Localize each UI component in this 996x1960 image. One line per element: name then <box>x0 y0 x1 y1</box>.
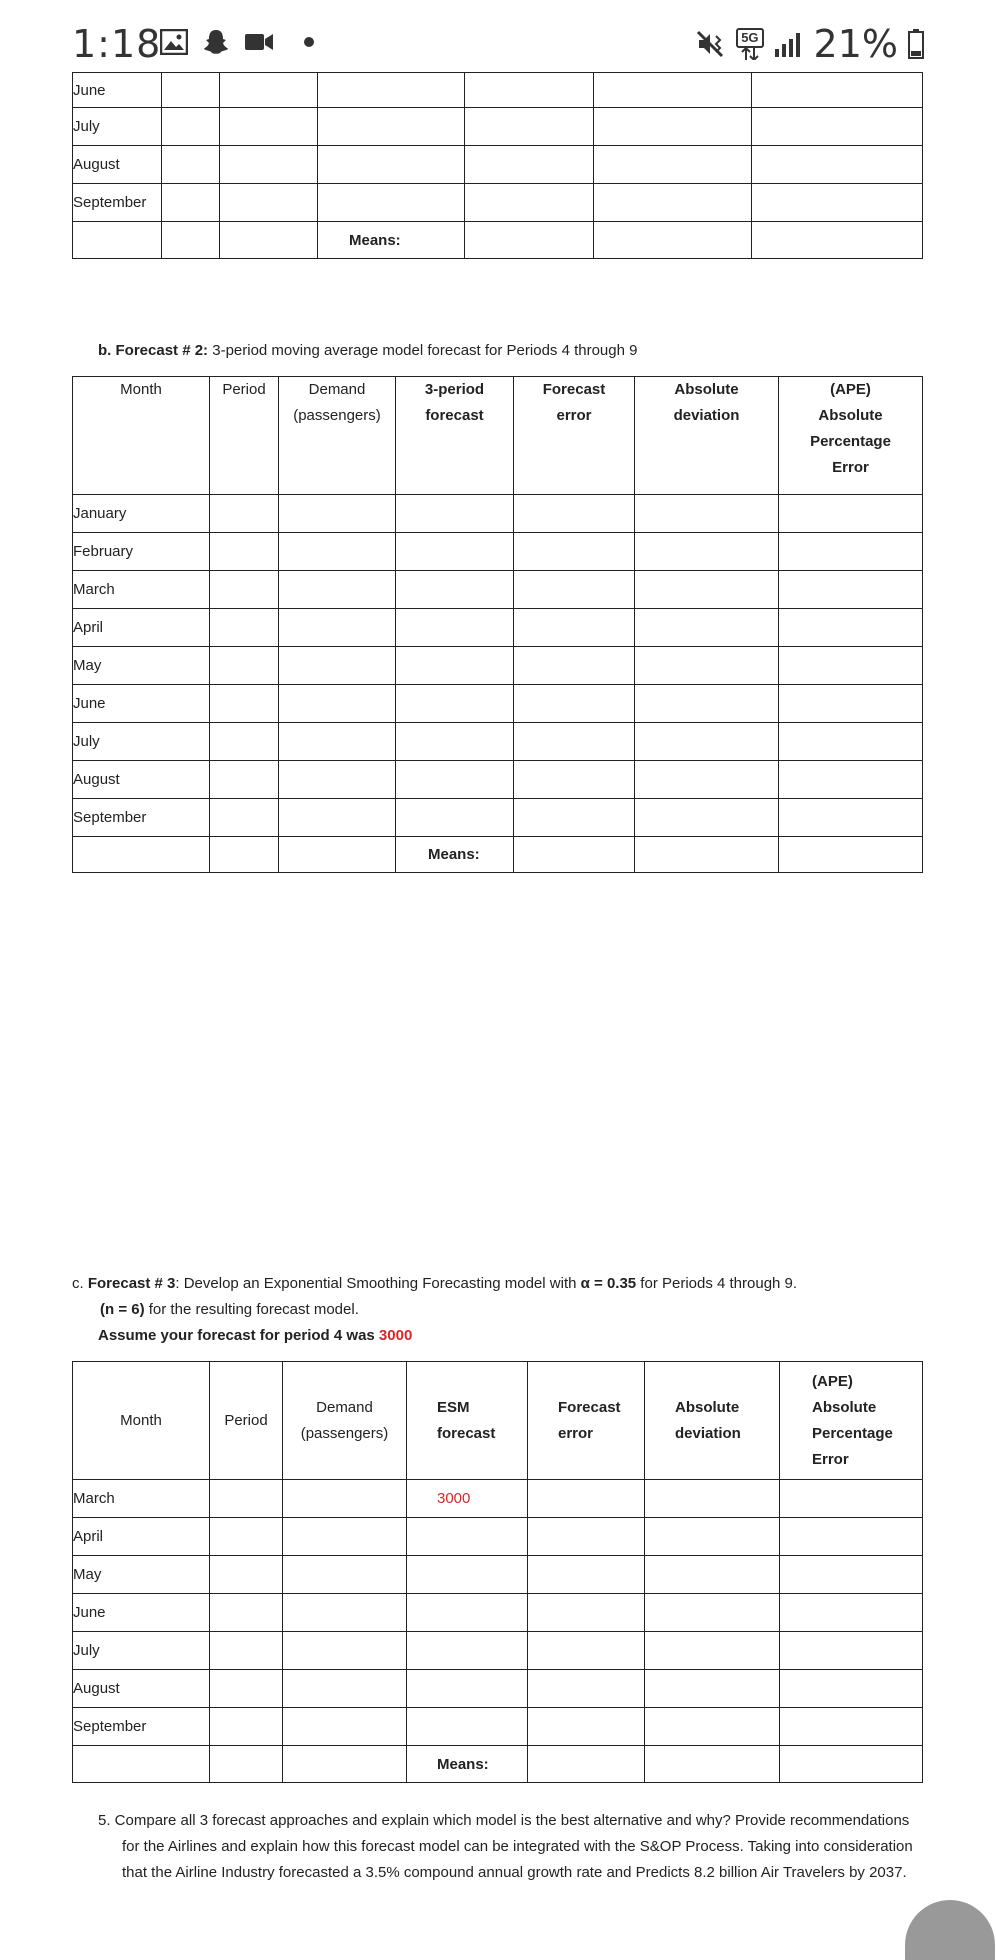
system-icons <box>696 22 924 66</box>
table-row <box>73 1670 923 1708</box>
deviation-cell[interactable] <box>635 723 779 761</box>
means-row <box>73 222 923 259</box>
ape-cell[interactable] <box>780 1708 923 1746</box>
period-cell[interactable] <box>210 1670 283 1708</box>
mean-deviation-cell[interactable] <box>635 837 779 873</box>
video-call-icon <box>244 31 274 53</box>
header-deviation <box>635 377 779 495</box>
header-error-line1: Forecast <box>558 1398 621 1416</box>
period-cell[interactable] <box>210 723 279 761</box>
means-label: Means: <box>407 1746 528 1783</box>
data-arrows-icon <box>741 48 759 60</box>
deviation-cell[interactable] <box>594 184 752 222</box>
mean-ape-cell[interactable] <box>779 837 923 873</box>
month-cell: August <box>73 1670 210 1708</box>
mean-deviation-cell[interactable] <box>645 1746 780 1783</box>
header-demand-line2: (passengers) <box>300 1424 389 1442</box>
header-row <box>73 1362 923 1480</box>
error-cell[interactable] <box>465 73 594 108</box>
header-ape-line2: Absolute <box>812 1398 877 1416</box>
month-cell: March <box>73 1480 210 1518</box>
snapchat-icon <box>202 28 230 56</box>
ape-cell[interactable] <box>780 1480 923 1518</box>
forecast-2-table <box>72 376 923 873</box>
forecast-cell[interactable] <box>396 723 514 761</box>
header-ape <box>780 1362 923 1480</box>
deviation-cell[interactable] <box>635 761 779 799</box>
deviation-cell[interactable] <box>645 1670 780 1708</box>
deviation-cell[interactable] <box>635 609 779 647</box>
network-type-label: 5G <box>736 28 763 48</box>
period-cell[interactable] <box>162 184 220 222</box>
empty-cell <box>220 222 318 259</box>
table-row <box>73 647 923 685</box>
header-forecast-line1: ESM <box>437 1398 470 1416</box>
demand-cell[interactable] <box>283 1670 407 1708</box>
table-row <box>73 723 923 761</box>
empty-cell <box>73 837 210 873</box>
demand-cell[interactable] <box>283 1708 407 1746</box>
deviation-cell[interactable] <box>645 1556 780 1594</box>
demand-cell[interactable] <box>279 799 396 837</box>
header-error-line2: error <box>556 407 592 424</box>
section-c-label: Forecast # 3 <box>87 1275 176 1292</box>
demand-cell[interactable] <box>283 1556 407 1594</box>
error-cell[interactable] <box>528 1594 645 1632</box>
error-cell[interactable] <box>528 1708 645 1746</box>
header-ape-line4: Error <box>812 1450 849 1468</box>
table-row <box>73 73 923 108</box>
forecast-cell[interactable] <box>396 685 514 723</box>
question-5-line-3: that the Airline Industry forecasted a 3.5% compound annual growth rate and Predicts 8.2 billion Air Travelers by 2037. <box>122 1864 907 1881</box>
month-cell: May <box>73 1556 210 1594</box>
network-badge-icon <box>736 28 763 60</box>
period-cell[interactable] <box>210 1708 283 1746</box>
empty-cell <box>210 837 279 873</box>
ape-cell[interactable] <box>780 1518 923 1556</box>
error-cell[interactable] <box>514 723 635 761</box>
forecast-cell[interactable] <box>396 495 514 533</box>
error-cell[interactable] <box>514 761 635 799</box>
section-c-n: (n = 6) <box>100 1301 145 1318</box>
error-cell[interactable] <box>528 1480 645 1518</box>
table-row <box>73 1518 923 1556</box>
header-ape <box>779 377 923 495</box>
month-cell: June <box>73 685 210 723</box>
period-cell[interactable] <box>210 495 279 533</box>
table-row <box>73 685 923 723</box>
section-c-text-1: : Develop an Exponential Smoothing Forecasting model with <box>175 1275 581 1292</box>
mean-error-cell[interactable] <box>465 222 594 259</box>
month-cell: September <box>73 1708 210 1746</box>
period-cell[interactable] <box>210 799 279 837</box>
table-row <box>73 495 923 533</box>
deviation-cell[interactable] <box>594 73 752 108</box>
period-cell[interactable] <box>210 571 279 609</box>
status-time: 1:18 <box>72 22 162 66</box>
forecast-cell[interactable] <box>407 1670 528 1708</box>
mean-error-cell[interactable] <box>528 1746 645 1783</box>
status-bar <box>0 0 996 80</box>
header-demand-line1: Demand <box>316 1398 373 1416</box>
header-deviation-line1: Absolute <box>674 381 739 398</box>
period-cell[interactable] <box>210 1480 283 1518</box>
demand-cell[interactable] <box>220 73 318 108</box>
period-cell[interactable] <box>210 647 279 685</box>
header-error <box>514 377 635 495</box>
header-forecast-line2: forecast <box>425 407 484 424</box>
forecast-cell[interactable] <box>407 1632 528 1670</box>
header-demand <box>283 1362 407 1480</box>
month-cell: April <box>73 1518 210 1556</box>
header-deviation-line1: Absolute <box>675 1398 740 1416</box>
means-row <box>73 1746 923 1783</box>
header-ape-line3: Percentage <box>810 433 891 450</box>
period-cell[interactable] <box>210 1632 283 1670</box>
table-row <box>73 184 923 222</box>
section-b-label: Forecast # 2: <box>115 342 209 359</box>
ape-cell[interactable] <box>779 495 923 533</box>
mute-vibrate-icon <box>696 30 726 58</box>
battery-percentage: 21% <box>813 22 898 66</box>
demand-cell[interactable] <box>279 685 396 723</box>
error-cell[interactable] <box>465 184 594 222</box>
deviation-cell[interactable] <box>594 108 752 146</box>
ape-cell[interactable] <box>780 1594 923 1632</box>
error-cell[interactable] <box>514 495 635 533</box>
forecast-cell[interactable] <box>396 533 514 571</box>
deviation-cell[interactable] <box>594 146 752 184</box>
table-row <box>73 533 923 571</box>
demand-cell[interactable] <box>220 184 318 222</box>
ape-cell[interactable] <box>780 1632 923 1670</box>
month-cell: January <box>73 495 210 533</box>
demand-cell[interactable] <box>283 1480 407 1518</box>
error-cell[interactable] <box>465 146 594 184</box>
section-b-prefix: b. <box>98 342 112 359</box>
error-cell[interactable] <box>528 1670 645 1708</box>
header-error-line2: error <box>558 1424 594 1442</box>
header-ape-line3: Percentage <box>812 1424 893 1442</box>
ape-cell[interactable] <box>779 609 923 647</box>
ape-cell[interactable] <box>779 571 923 609</box>
more-notifications-dot-icon <box>304 37 314 47</box>
error-cell[interactable] <box>528 1632 645 1670</box>
error-cell[interactable] <box>465 108 594 146</box>
table-row <box>73 799 923 837</box>
battery-icon <box>908 29 924 59</box>
ape-cell[interactable] <box>752 184 923 222</box>
section-c-assume-value: 3000 <box>378 1327 413 1344</box>
forecast-cell[interactable] <box>396 571 514 609</box>
period-cell[interactable] <box>210 609 279 647</box>
header-error <box>528 1362 645 1480</box>
forecast-cell[interactable] <box>318 73 465 108</box>
notification-icons <box>160 28 314 56</box>
header-forecast <box>407 1362 528 1480</box>
deviation-cell[interactable] <box>635 799 779 837</box>
question-5-line-2: for the Airlines and explain how this forecast model can be integrated with the S&OP Process. Taking into consideration <box>122 1838 913 1855</box>
table-row <box>73 1556 923 1594</box>
error-cell[interactable] <box>514 609 635 647</box>
ape-cell[interactable] <box>752 146 923 184</box>
deviation-cell[interactable] <box>635 533 779 571</box>
month-cell: March <box>73 571 210 609</box>
empty-cell <box>73 1746 210 1783</box>
deviation-cell[interactable] <box>645 1480 780 1518</box>
ape-cell[interactable] <box>752 108 923 146</box>
demand-cell[interactable] <box>220 146 318 184</box>
header-deviation <box>645 1362 780 1480</box>
demand-cell[interactable] <box>283 1594 407 1632</box>
deviation-cell[interactable] <box>635 571 779 609</box>
question-5-line-1: 5. Compare all 3 forecast approaches and explain which model is the best alternative and why? Provide recommendations <box>98 1812 910 1829</box>
deviation-cell[interactable] <box>645 1708 780 1746</box>
forecast-cell[interactable] <box>318 108 465 146</box>
table-row <box>73 146 923 184</box>
demand-cell[interactable] <box>279 647 396 685</box>
deviation-cell[interactable] <box>635 647 779 685</box>
mean-ape-cell[interactable] <box>752 222 923 259</box>
section-c-text-2: for Periods 4 through 9. <box>636 1275 798 1292</box>
header-month: Month <box>73 1362 210 1480</box>
means-row <box>73 837 923 873</box>
error-cell[interactable] <box>514 685 635 723</box>
deviation-cell[interactable] <box>645 1518 780 1556</box>
period-cell[interactable] <box>210 1594 283 1632</box>
table-row <box>73 571 923 609</box>
month-cell: April <box>73 609 210 647</box>
ape-cell[interactable] <box>779 685 923 723</box>
header-forecast <box>396 377 514 495</box>
error-cell[interactable] <box>514 533 635 571</box>
header-deviation-line2: deviation <box>675 1424 741 1442</box>
signal-strength-icon <box>774 31 804 57</box>
means-label: Means: <box>318 222 465 259</box>
deviation-cell[interactable] <box>645 1594 780 1632</box>
demand-cell[interactable] <box>220 108 318 146</box>
error-cell[interactable] <box>528 1556 645 1594</box>
table-row <box>73 609 923 647</box>
means-label: Means: <box>396 837 514 873</box>
mean-deviation-cell[interactable] <box>594 222 752 259</box>
demand-cell[interactable] <box>279 723 396 761</box>
header-forecast-line2: forecast <box>437 1424 496 1442</box>
header-error-line1: Forecast <box>542 381 606 398</box>
section-c-prefix: c. <box>72 1275 84 1292</box>
ape-cell[interactable] <box>780 1556 923 1594</box>
ape-cell[interactable] <box>779 647 923 685</box>
empty-cell <box>279 837 396 873</box>
section-c-n-line <box>100 1297 359 1323</box>
error-cell[interactable] <box>514 647 635 685</box>
demand-cell[interactable] <box>279 609 396 647</box>
month-cell: August <box>73 146 162 184</box>
table-row <box>73 761 923 799</box>
table-row <box>73 1594 923 1632</box>
ape-cell[interactable] <box>780 1670 923 1708</box>
empty-cell <box>162 222 220 259</box>
period-cell[interactable] <box>162 73 220 108</box>
header-period: Period <box>210 1362 283 1480</box>
period-cell[interactable] <box>210 533 279 571</box>
demand-cell[interactable] <box>279 761 396 799</box>
period-cell[interactable] <box>162 146 220 184</box>
ape-cell[interactable] <box>779 799 923 837</box>
ape-cell[interactable] <box>779 723 923 761</box>
deviation-cell[interactable] <box>635 495 779 533</box>
forecast-cell[interactable]: 3000 <box>407 1480 528 1518</box>
forecast-cell[interactable] <box>407 1708 528 1746</box>
section-c-caption <box>72 1271 797 1297</box>
forecast-3-table <box>72 1361 923 1783</box>
table-row <box>73 1708 923 1746</box>
demand-cell[interactable] <box>279 495 396 533</box>
period-cell[interactable] <box>210 685 279 723</box>
gallery-icon <box>160 29 188 55</box>
month-cell: June <box>73 1594 210 1632</box>
period-cell[interactable] <box>210 1556 283 1594</box>
forecast-cell[interactable] <box>396 609 514 647</box>
period-cell[interactable] <box>162 108 220 146</box>
forecast-1-table <box>72 72 923 259</box>
demand-cell[interactable] <box>283 1632 407 1670</box>
empty-cell <box>283 1746 407 1783</box>
table-row <box>73 1480 923 1518</box>
period-cell[interactable] <box>210 761 279 799</box>
header-period: Period <box>210 377 279 495</box>
month-cell: May <box>73 647 210 685</box>
forecast-cell[interactable] <box>318 146 465 184</box>
ape-cell[interactable] <box>752 73 923 108</box>
header-ape-line1: (APE) <box>812 1372 853 1390</box>
error-cell[interactable] <box>514 799 635 837</box>
demand-cell[interactable] <box>283 1518 407 1556</box>
empty-cell <box>73 222 162 259</box>
deviation-cell[interactable] <box>635 685 779 723</box>
forecast-cell[interactable] <box>407 1556 528 1594</box>
ape-cell[interactable] <box>779 761 923 799</box>
section-c-assume-text: Assume your forecast for period 4 was <box>98 1327 379 1344</box>
mean-ape-cell[interactable] <box>780 1746 923 1783</box>
month-cell: July <box>73 108 162 146</box>
demand-cell[interactable] <box>279 571 396 609</box>
header-deviation-line2: deviation <box>673 407 740 424</box>
header-ape-line2: Absolute <box>818 407 883 424</box>
section-c-n-text: for the resulting forecast model. <box>144 1301 359 1318</box>
header-demand-line1: Demand <box>308 381 366 398</box>
month-cell: September <box>73 184 162 222</box>
month-cell: September <box>73 799 210 837</box>
forecast-cell[interactable] <box>396 647 514 685</box>
error-cell[interactable] <box>514 571 635 609</box>
header-row <box>73 377 923 495</box>
table-row <box>73 1632 923 1670</box>
forecast-cell[interactable] <box>396 799 514 837</box>
forecast-cell[interactable] <box>407 1594 528 1632</box>
period-cell[interactable] <box>210 1518 283 1556</box>
forecast-cell[interactable] <box>318 184 465 222</box>
month-cell: August <box>73 761 210 799</box>
floating-action-button[interactable] <box>905 1900 995 1960</box>
question-5 <box>98 1808 928 1886</box>
demand-cell[interactable] <box>279 533 396 571</box>
empty-cell <box>210 1746 283 1783</box>
section-c-alpha: α = 0.35 <box>580 1275 637 1292</box>
section-b-caption <box>98 338 637 364</box>
table-row <box>73 108 923 146</box>
deviation-cell[interactable] <box>645 1632 780 1670</box>
month-cell: February <box>73 533 210 571</box>
section-b-text: 3-period moving average model forecast for Periods 4 through 9 <box>208 342 638 359</box>
forecast-cell[interactable] <box>407 1518 528 1556</box>
forecast-cell[interactable] <box>396 761 514 799</box>
header-forecast-line1: 3-period <box>424 381 485 398</box>
header-ape-line4: Error <box>832 459 869 476</box>
header-demand <box>279 377 396 495</box>
error-cell[interactable] <box>528 1518 645 1556</box>
month-cell: June <box>73 73 162 108</box>
header-ape-line1: (APE) <box>830 381 871 398</box>
month-cell: July <box>73 1632 210 1670</box>
mean-error-cell[interactable] <box>514 837 635 873</box>
header-demand-line2: (passengers) <box>293 407 381 424</box>
section-c-assumption <box>98 1323 412 1349</box>
month-cell: July <box>73 723 210 761</box>
ape-cell[interactable] <box>779 533 923 571</box>
header-month: Month <box>73 377 210 495</box>
